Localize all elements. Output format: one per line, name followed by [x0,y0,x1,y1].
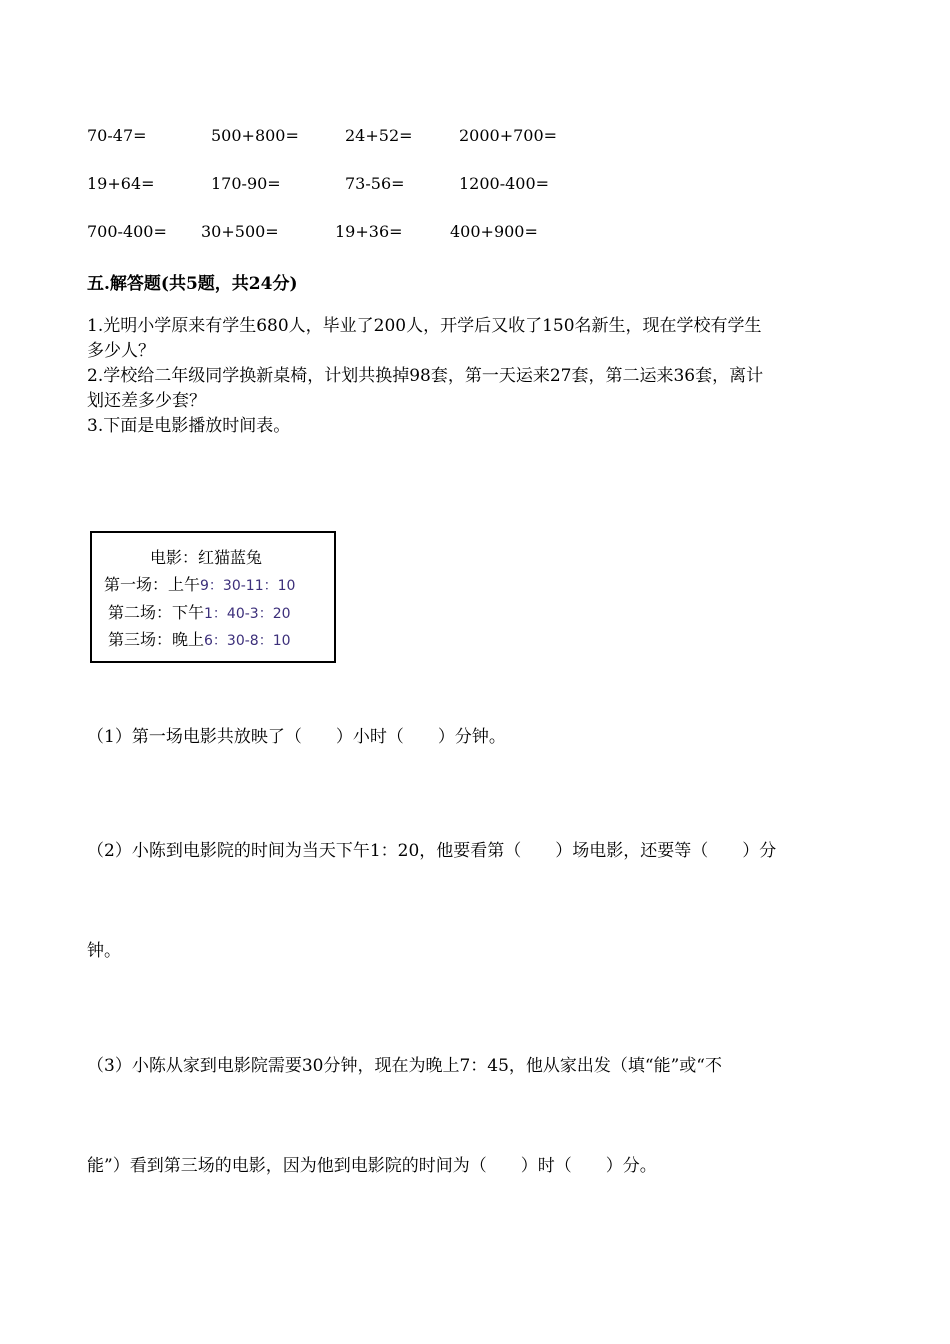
question-1-line-1: 1.光明小学原来有学生680人，毕业了200人，开学后又收了150名新生，现在学校有学生 [87,316,762,336]
calc-item: 500+800= [211,126,299,145]
calc-item: 700-400= [87,222,167,241]
schedule-row-label: 第二场：下午 [108,603,205,622]
subquestion-1: （1）第一场电影共放映了（ ）小时（ ）分钟。 [87,727,506,747]
movie-schedule-box [90,531,336,663]
schedule-title: 电影：红猫蓝兔 [150,548,263,567]
calc-item: 2000+700= [459,126,558,145]
subquestion-3-line-1: （3）小陈从家到电影院需要30分钟，现在为晚上7：45，他从家出发（填“能”或“不 [87,1056,722,1076]
calc-item: 1200-400= [459,174,550,193]
question-1-line-2: 多少人？ [87,341,155,361]
subquestion-2-line-1: （2）小陈到电影院的时间为当天下午1：20，他要看第（ ）场电影，还要等（ ）分 [87,841,777,861]
calc-item: 400+900= [450,222,538,241]
calc-item: 170-90= [211,174,281,193]
schedule-row-time: 6：30-8：10 [204,633,291,649]
section-title: 五.解答题(共5题，共24分) [87,274,298,294]
question-2-line-1: 2.学校给二年级同学换新桌椅，计划共换掉98套，第一天运来27套，第二运来36套，离计 [87,366,764,386]
schedule-row-1 [104,572,295,595]
subquestion-3-line-2: 能”）看到第三场的电影，因为他到电影院的时间为（ ）时（ ）分。 [87,1156,657,1176]
question-3: 3.下面是电影播放时间表。 [87,416,291,436]
calc-item: 70-47= [87,126,147,145]
calc-item: 73-56= [345,174,405,193]
question-2-line-2: 划还差多少套？ [87,391,206,411]
calc-item: 19+36= [335,222,403,241]
calc-item: 24+52= [345,126,413,145]
calc-item: 19+64= [87,174,155,193]
subquestion-2-line-2: 钟。 [87,941,121,961]
schedule-row-2 [108,600,291,623]
calc-item: 30+500= [201,222,279,241]
schedule-row-time: 9：30-11：10 [200,578,296,594]
schedule-row-label: 第三场：晚上 [108,630,205,649]
schedule-row-time: 1：40-3：20 [204,606,291,622]
schedule-row-label: 第一场：上午 [104,575,201,594]
schedule-row-3 [108,627,291,650]
